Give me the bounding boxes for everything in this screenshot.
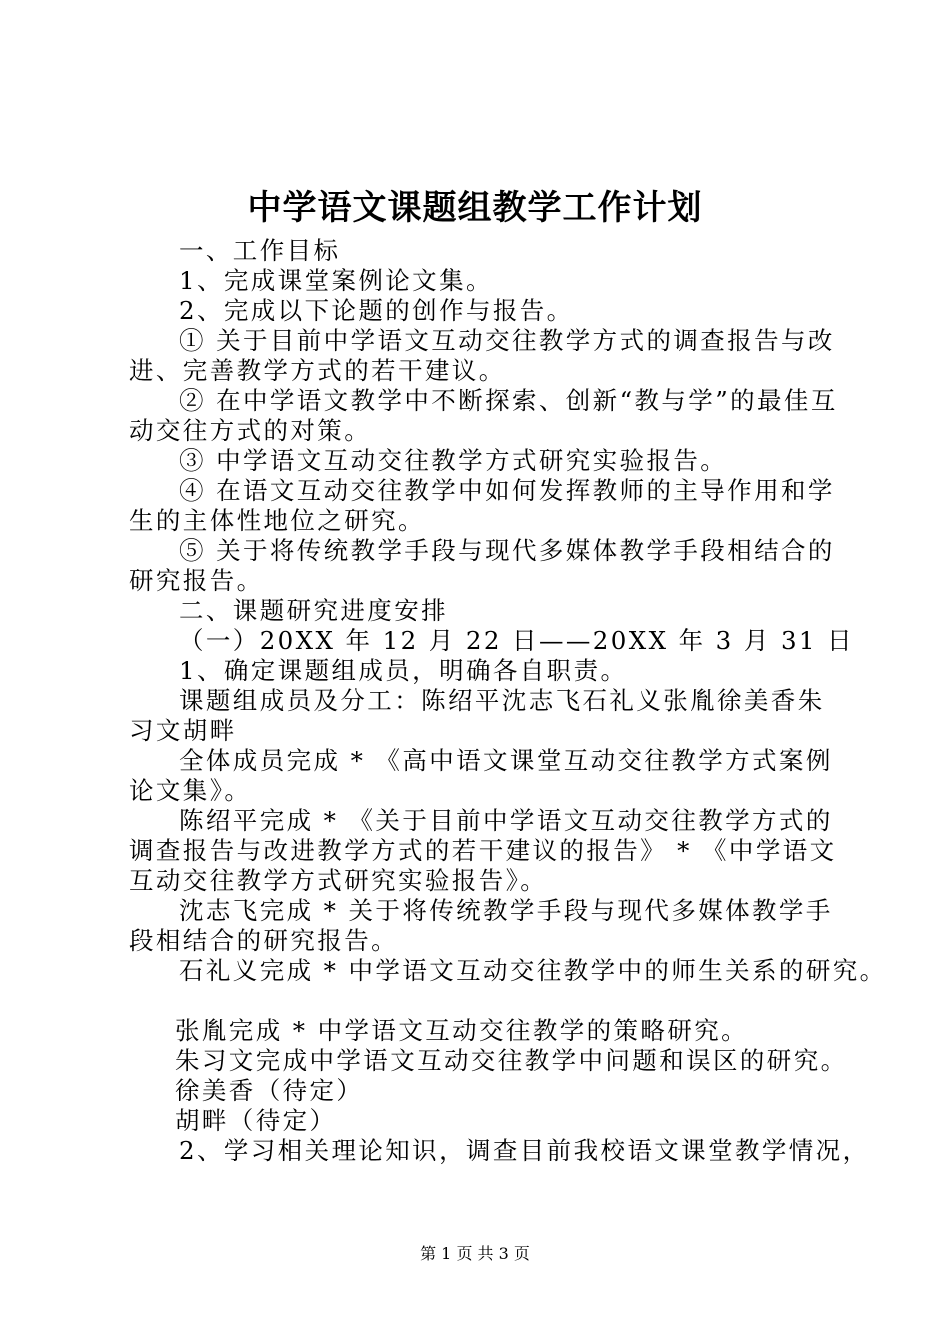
list-item: ⑤ 关于将传统教学手段与现代多媒体教学手段相结合的研究报告。 bbox=[129, 536, 835, 595]
paragraph: 陈绍平完成 * 《关于目前中学语文互动交往教学方式的调查报告与改进教学方式的若干建议的报告》 * 《中学语文互动交往教学方式研究实验报告》。 bbox=[129, 806, 837, 895]
paragraph: 张胤完成 * 中学语文互动交往教学的策略研究。 bbox=[175, 1016, 749, 1045]
list-item: ④ 在语文互动交往教学中如何发挥教师的主导作用和学生的主体性地位之研究。 bbox=[129, 476, 835, 535]
paragraph: 沈志飞完成 * 关于将传统教学手段与现代多媒体教学手段相结合的研究报告。 bbox=[129, 896, 833, 955]
list-item: ③ 中学语文互动交往教学方式研究实验报告。 bbox=[179, 446, 728, 475]
paragraph: 1、确定课题组成员，明确各自职责。 bbox=[179, 656, 628, 685]
paragraph: 课题组成员及分工：陈绍平沈志飞石礼义张胤徐美香朱习文胡畔 bbox=[129, 686, 825, 745]
paragraph: 全体成员完成 * 《高中语文课堂互动交往教学方式案例论文集》。 bbox=[129, 746, 833, 805]
paragraph: 徐美香（待定） bbox=[175, 1076, 364, 1105]
paragraph: 2、学习相关理论知识，调查目前我校语文课堂教学情况， bbox=[179, 1136, 870, 1165]
paragraph: 胡畔（待定） bbox=[175, 1106, 337, 1135]
document-title: 中学语文课题组教学工作计划 bbox=[247, 188, 703, 228]
document-body bbox=[129, 236, 887, 1166]
section-heading: 二、课题研究进度安排 bbox=[179, 596, 448, 625]
list-item: ① 关于目前中学语文互动交往教学方式的调查报告与改进、完善教学方式的若干建议。 bbox=[129, 326, 835, 385]
schedule-period: （一）20XX 年 12 月 22 日——20XX 年 3 月 31 日 bbox=[179, 626, 855, 655]
section-heading: 一、工作目标 bbox=[179, 236, 341, 265]
list-item: ② 在中学语文教学中不断探索、创新“教与学”的最佳互动交往方式的对策。 bbox=[129, 386, 838, 445]
paragraph: 2、完成以下论题的创作与报告。 bbox=[179, 296, 574, 325]
paragraph: 石礼义完成 * 中学语文互动交往教学中的师生关系的研究。 bbox=[179, 956, 887, 985]
paragraph: 朱习文完成中学语文互动交往教学中问题和误区的研究。 bbox=[175, 1046, 848, 1075]
paragraph: 1、完成课堂案例论文集。 bbox=[179, 266, 493, 295]
page-footer: 第 1 页 共 3 页 bbox=[420, 1244, 530, 1263]
